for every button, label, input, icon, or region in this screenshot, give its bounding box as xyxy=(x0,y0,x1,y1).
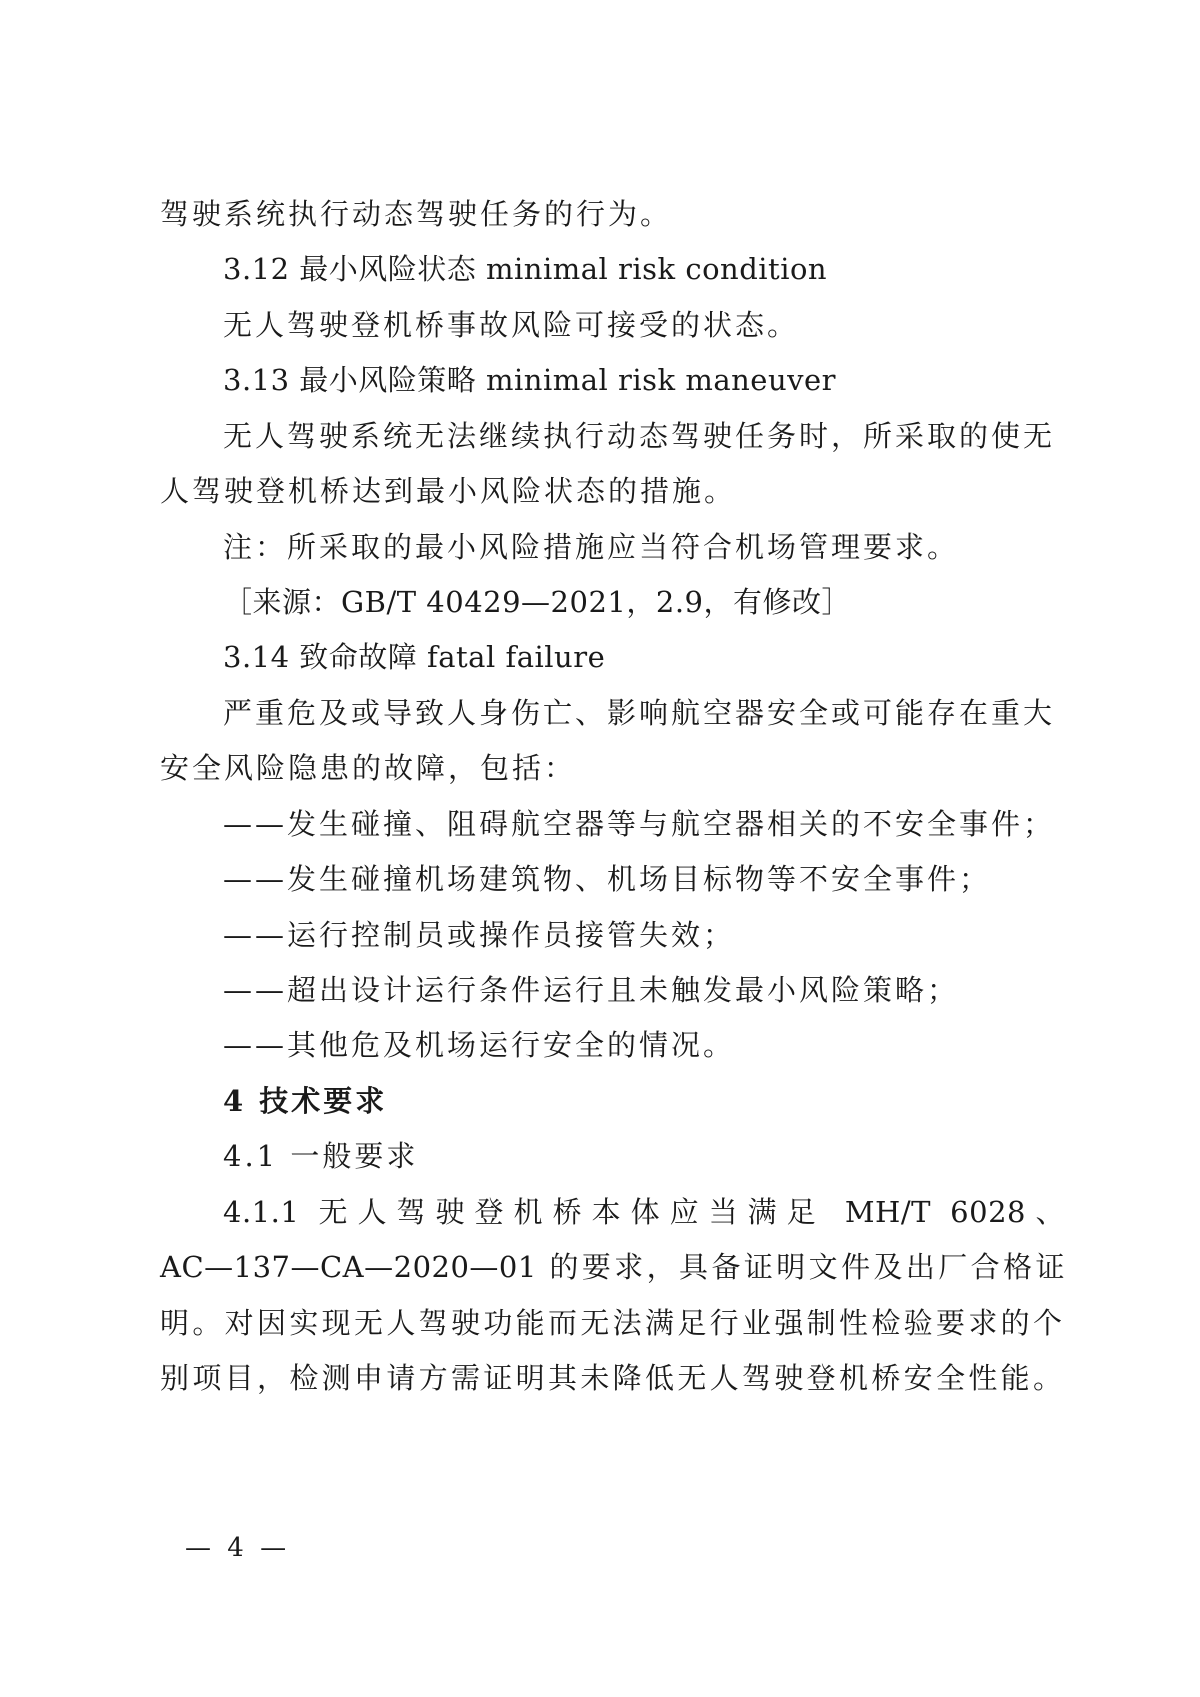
subsection-heading-4-1: 4.1 一般要求 xyxy=(223,1139,419,1173)
term-heading-3-13: 3.13 最小风险策略 minimal risk maneuver xyxy=(223,363,837,397)
term-heading-3-12: 3.12 最小风险状态 minimal risk condition xyxy=(223,252,828,286)
list-item: ——超出设计运行条件运行且未触发最小风险策略； xyxy=(223,973,960,1007)
clause-text-line: 明。对因实现无人驾驶功能而无法满足行业强制性检验要求的个 xyxy=(160,1306,1065,1340)
list-item: ——发生碰撞机场建筑物、机场目标物等不安全事件； xyxy=(223,862,992,896)
term-definition: 严重危及或导致人身伤亡、影响航空器安全或可能存在重大 xyxy=(223,696,1056,730)
clause-4-1-1: 4.1.1 无人驾驶登机桥本体应当满足 MH/T 6028、 xyxy=(223,1195,1065,1229)
page-number: — 4 — xyxy=(185,1533,291,1563)
paragraph-line: 驾驶系统执行动态驾驶任务的行为。 xyxy=(160,197,673,231)
list-item: ——发生碰撞、阻碍航空器等与航空器相关的不安全事件； xyxy=(223,807,1056,841)
list-item: ——其他危及机场运行安全的情况。 xyxy=(223,1028,736,1062)
term-definition-continued: 安全风险隐患的故障，包括： xyxy=(160,751,577,785)
note-line: 注：所采取的最小风险措施应当符合机场管理要求。 xyxy=(223,530,960,564)
clause-text-line: 别项目，检测申请方需证明其未降低无人驾驶登机桥安全性能。 xyxy=(160,1361,1065,1395)
section-heading-4: 4 技术要求 xyxy=(223,1084,388,1118)
list-item: ——运行控制员或操作员接管失效； xyxy=(223,918,736,952)
source-line: ［来源：GB/T 40429—2021，2.9，有修改］ xyxy=(223,585,851,619)
term-definition: 无人驾驶登机桥事故风险可接受的状态。 xyxy=(223,308,800,342)
term-definition: 无人驾驶系统无法继续执行动态驾驶任务时，所采取的使无 xyxy=(223,419,1056,453)
term-definition-continued: 人驾驶登机桥达到最小风险状态的措施。 xyxy=(160,474,737,508)
clause-text-line: AC—137—CA—2020—01 的要求，具备证明文件及出厂合格证 xyxy=(160,1250,1065,1284)
term-heading-3-14: 3.14 致命故障 fatal failure xyxy=(223,640,606,674)
